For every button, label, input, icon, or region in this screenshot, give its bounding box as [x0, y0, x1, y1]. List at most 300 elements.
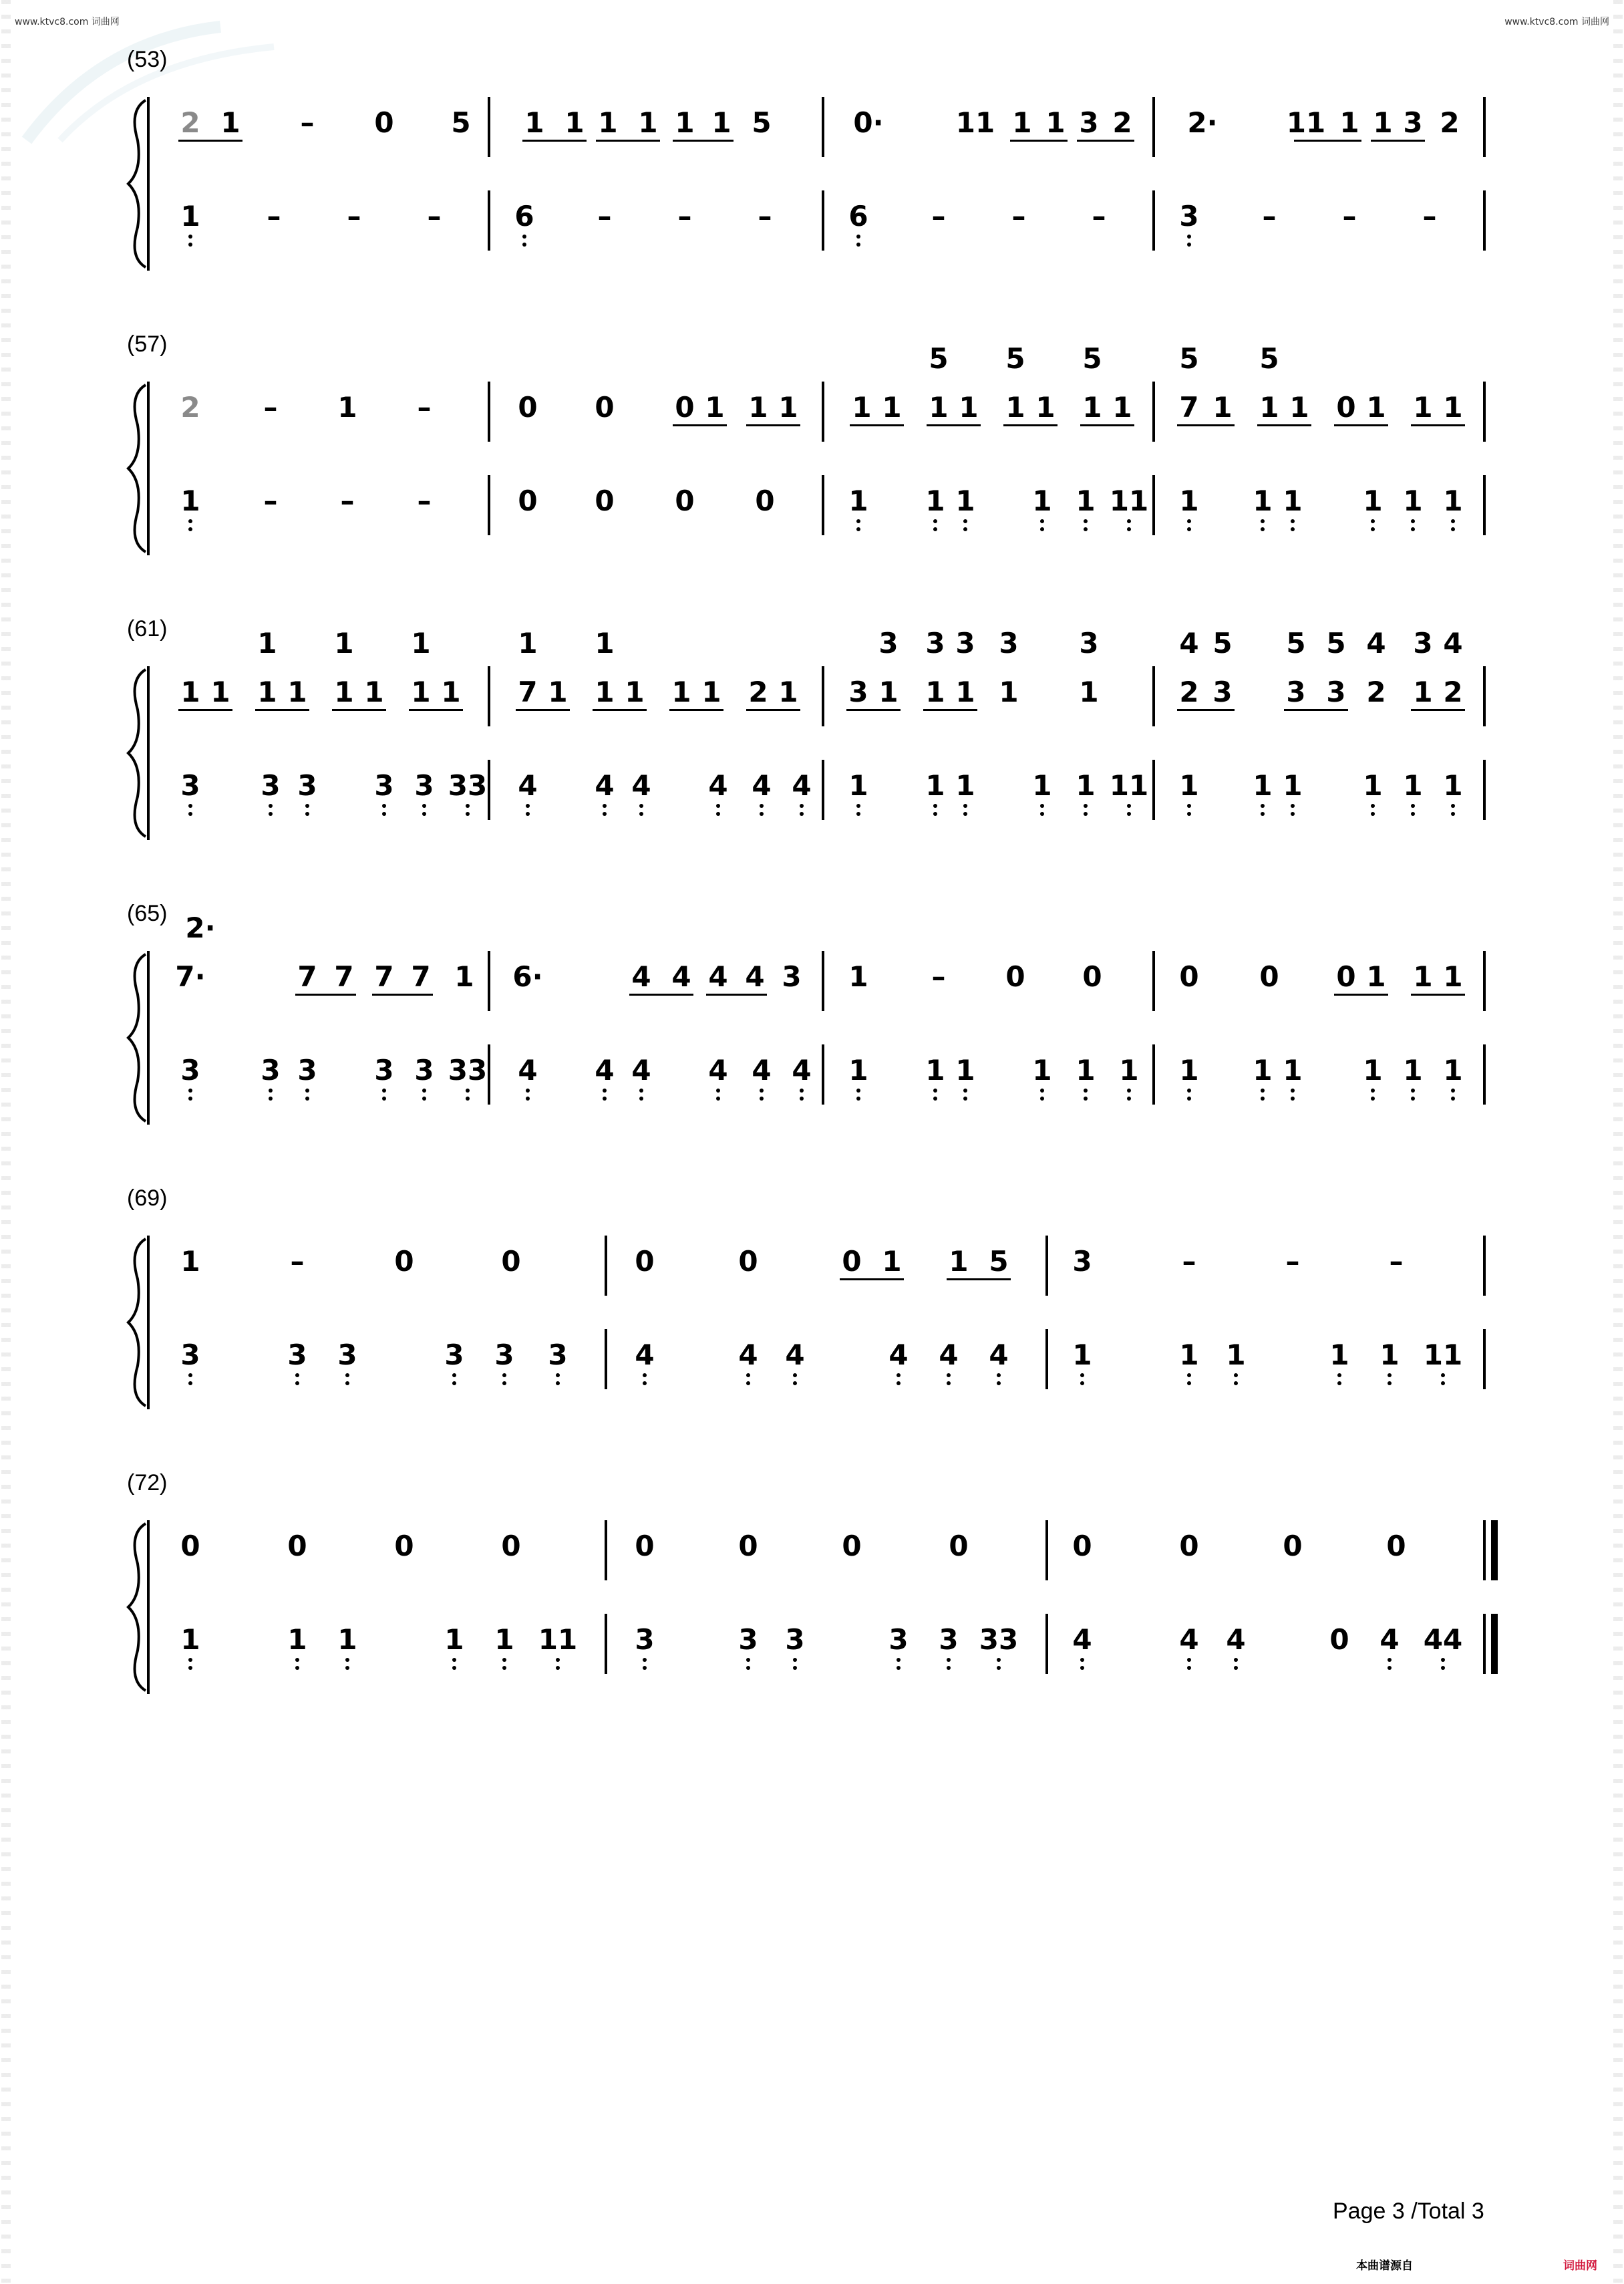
melody-note: 0 — [501, 1245, 521, 1278]
melody-note: 1 — [882, 391, 902, 424]
barline-lower — [822, 190, 824, 251]
melody-note: 1 — [1373, 106, 1393, 139]
octave-dot — [1441, 1373, 1445, 1377]
bass-note: 1 — [1403, 769, 1423, 802]
melody-note: 1 — [1443, 960, 1463, 993]
octave-dot — [800, 804, 804, 808]
barline-lower — [1045, 1614, 1048, 1674]
bass-note: 4 — [888, 1338, 909, 1371]
octave-dot — [1451, 1089, 1455, 1093]
octave-dot — [295, 1381, 299, 1385]
beam-line — [1257, 424, 1311, 426]
octave-dot — [793, 1373, 797, 1377]
measure-number: (65) — [127, 901, 168, 926]
octave-dot — [1261, 804, 1265, 808]
octave-dot — [933, 812, 937, 816]
bass-note: 3 — [337, 1338, 357, 1371]
bass-note: 1 — [287, 1623, 307, 1656]
bass-note: 1 — [1253, 484, 1273, 517]
beam-line — [1177, 424, 1235, 426]
bass-note: 3 — [444, 1338, 464, 1371]
octave-dot — [382, 804, 386, 808]
beam-line — [1334, 994, 1388, 996]
barline-upper — [1483, 951, 1486, 1011]
melody-note: 3 — [1403, 106, 1423, 139]
octave-dot — [1411, 519, 1415, 523]
octave-dot — [603, 804, 607, 808]
octave-dot — [1040, 812, 1044, 816]
melody-note: – — [290, 1245, 305, 1278]
bass-note: 33 — [979, 1623, 1019, 1656]
final-barline — [1491, 1520, 1498, 1580]
melody-note: 1 — [598, 106, 618, 139]
melody-note: 1 — [778, 391, 798, 424]
bass-note: – — [1092, 200, 1106, 233]
beam-line — [846, 709, 901, 711]
harmony-note: 5 — [1212, 627, 1233, 660]
bass-note: 1 — [1179, 1054, 1199, 1087]
bass-note: 6 — [514, 200, 534, 233]
bass-note: 4 — [635, 1338, 655, 1371]
site-logo: 词曲网 — [1563, 2259, 1597, 2273]
octave-dot — [947, 1373, 951, 1377]
bass-note: 4 — [792, 1054, 812, 1087]
measure-number: (61) — [127, 616, 168, 641]
melody-note: 3 — [1079, 106, 1099, 139]
melody-note: – — [300, 106, 315, 139]
octave-dot — [1411, 804, 1415, 808]
final-barline — [1491, 1614, 1498, 1674]
melody-note: 5 — [451, 106, 471, 139]
octave-dot — [1388, 1373, 1392, 1377]
octave-dot — [188, 1097, 192, 1101]
octave-dot — [800, 812, 804, 816]
bass-note: 1 — [1076, 1054, 1096, 1087]
octave-dot — [188, 1658, 192, 1662]
melody-note: 0 — [1179, 960, 1199, 993]
melody-note: 0 — [635, 1530, 655, 1562]
system-1 — [127, 47, 1496, 267]
octave-dot — [963, 527, 967, 531]
octave-dot — [933, 527, 937, 531]
barline-upper — [488, 666, 490, 726]
melody-note: 5 — [989, 1245, 1009, 1278]
melody-note: 1 — [1366, 960, 1386, 993]
octave-dot — [933, 804, 937, 808]
harmony-note: 5 — [929, 342, 949, 375]
bass-note: 1 — [1363, 1054, 1383, 1087]
bass-note: 3 — [297, 769, 317, 802]
octave-dot — [1388, 1658, 1392, 1662]
barline-upper — [1483, 1520, 1486, 1580]
octave-dot — [643, 1381, 647, 1385]
melody-note: 1 — [595, 676, 615, 708]
bass-note: 1 — [1443, 484, 1463, 517]
octave-dot — [452, 1666, 456, 1670]
melody-note: 7 — [374, 960, 394, 993]
melody-note: 1 — [1079, 676, 1099, 708]
bass-note: 4 — [518, 1054, 538, 1087]
melody-note: 1 — [1413, 391, 1433, 424]
system-3 — [127, 616, 1496, 837]
bass-note: 1 — [1283, 484, 1303, 517]
barline-lower — [605, 1329, 607, 1389]
octave-dot — [1187, 1373, 1191, 1377]
octave-dot — [760, 1089, 764, 1093]
melody-note: 1 — [180, 1245, 200, 1278]
harmony-note: 3 — [1413, 627, 1433, 660]
melody-note: 2 — [1440, 106, 1460, 139]
octave-dot — [1040, 527, 1044, 531]
melody-note: 0 — [1082, 960, 1102, 993]
octave-dot — [760, 1097, 764, 1101]
octave-dot — [466, 812, 470, 816]
octave-dot — [1040, 804, 1044, 808]
octave-dot — [856, 804, 860, 808]
beam-line — [669, 709, 723, 711]
melody-note: 7 — [518, 676, 538, 708]
octave-dot — [1261, 1097, 1265, 1101]
bass-note: 1 — [1253, 1054, 1273, 1087]
octave-dot — [947, 1381, 951, 1385]
octave-dot — [188, 812, 192, 816]
bass-note: 1 — [1226, 1338, 1246, 1371]
melody-note: 0 — [738, 1245, 758, 1278]
melody-note: 0 — [287, 1530, 307, 1562]
measure-number: (57) — [127, 331, 168, 357]
bass-note: 33 — [448, 1054, 488, 1087]
barline-upper — [1152, 382, 1155, 442]
octave-dot — [716, 1089, 720, 1093]
melody-note: 1 — [625, 676, 645, 708]
melody-note: 1 — [955, 676, 975, 708]
octave-dot — [947, 1666, 951, 1670]
octave-dot — [1187, 243, 1191, 247]
melody-note: 1 — [287, 676, 307, 708]
melody-note: 0 — [595, 391, 615, 424]
octave-dot — [1187, 1381, 1191, 1385]
bass-note: 3 — [374, 769, 394, 802]
right-margin-watermark — [1613, 0, 1623, 2284]
melody-note: 1 — [999, 676, 1019, 708]
left-margin-watermark — [1, 0, 11, 2284]
octave-dot — [1127, 812, 1131, 816]
melody-note: 0 — [1072, 1530, 1092, 1562]
beam-line — [332, 709, 386, 711]
bass-note: 1 — [1363, 484, 1383, 517]
melody-note: 1 — [778, 676, 798, 708]
octave-dot — [1411, 1089, 1415, 1093]
bass-note: 11 — [1423, 1338, 1463, 1371]
melody-note: 1 — [1082, 391, 1102, 424]
octave-dot — [1234, 1373, 1238, 1377]
melody-note: 0 — [738, 1530, 758, 1562]
melody-note: – — [1389, 1245, 1404, 1278]
bass-note: 1 — [1363, 769, 1383, 802]
octave-dot — [1127, 1089, 1131, 1093]
octave-dot — [305, 1089, 309, 1093]
octave-dot — [1080, 1666, 1084, 1670]
barline-lower — [1152, 760, 1155, 820]
beam-line — [1294, 140, 1361, 142]
bass-note: – — [1262, 200, 1277, 233]
octave-dot — [963, 812, 967, 816]
octave-dot — [1187, 1658, 1191, 1662]
bass-note: 3 — [261, 1054, 281, 1087]
brace-icon — [126, 97, 152, 271]
octave-dot — [556, 1381, 560, 1385]
bass-note: 4 — [1179, 1623, 1199, 1656]
beam-line — [178, 709, 232, 711]
octave-dot — [643, 1658, 647, 1662]
bass-note: – — [417, 484, 432, 517]
octave-dot — [382, 1089, 386, 1093]
octave-dot — [856, 527, 860, 531]
octave-dot — [1084, 804, 1088, 808]
octave-dot — [1411, 527, 1415, 531]
bass-note: 0 — [755, 484, 775, 517]
beam-line — [295, 994, 356, 996]
header-site-left: www.ktvc8.com 词曲网 — [15, 17, 120, 27]
bass-note: 3 — [414, 769, 434, 802]
bass-note: 1 — [180, 1623, 200, 1656]
beam-line — [850, 424, 904, 426]
brace-icon — [126, 951, 152, 1125]
barline-upper — [1152, 97, 1155, 157]
bass-note: 3 — [261, 769, 281, 802]
melody-note: 0 — [1386, 1530, 1406, 1562]
bass-note: 1 — [1179, 1338, 1199, 1371]
melody-note: 3 — [848, 676, 868, 708]
bass-note: 4 — [785, 1338, 805, 1371]
bass-note: 3 — [738, 1623, 758, 1656]
brace-icon — [126, 1520, 152, 1694]
octave-dot — [997, 1658, 1001, 1662]
measure-number: (72) — [127, 1470, 168, 1495]
octave-dot — [305, 804, 309, 808]
bass-note: 1 — [180, 484, 200, 517]
octave-dot — [1337, 1373, 1341, 1377]
octave-dot — [1371, 527, 1375, 531]
octave-dot — [716, 812, 720, 816]
bass-note: 4 — [631, 1054, 651, 1087]
bass-note: 4 — [1226, 1623, 1246, 1656]
bass-note: – — [267, 200, 281, 233]
octave-dot — [1234, 1381, 1238, 1385]
bass-note: 1 — [1032, 1054, 1052, 1087]
bass-note: 1 — [1329, 1338, 1349, 1371]
octave-dot — [643, 1373, 647, 1377]
bass-note: 4 — [631, 769, 651, 802]
melody-note: 2 — [180, 391, 200, 424]
barline-upper — [1152, 951, 1155, 1011]
octave-dot — [269, 812, 273, 816]
beam-line — [593, 709, 647, 711]
melody-note: 4 — [671, 960, 691, 993]
harmony-note: 1 — [518, 627, 538, 660]
octave-dot — [639, 804, 643, 808]
brace-icon — [126, 1236, 152, 1409]
bass-note: 1 — [494, 1623, 514, 1656]
bass-note: 3 — [635, 1623, 655, 1656]
bass-note: 1 — [1283, 769, 1303, 802]
bass-note: 1 — [1253, 769, 1273, 802]
octave-dot — [760, 812, 764, 816]
melody-note: 7· — [175, 960, 206, 993]
octave-dot — [1388, 1666, 1392, 1670]
melody-note: 1 — [1045, 106, 1066, 139]
bass-note: 4 — [792, 769, 812, 802]
bass-note: 33 — [448, 769, 488, 802]
harmony-note: 5 — [1286, 627, 1306, 660]
melody-note: 1 — [411, 676, 431, 708]
octave-dot — [556, 1658, 560, 1662]
octave-dot — [1187, 812, 1191, 816]
octave-dot — [466, 1089, 470, 1093]
melody-note: 4 — [745, 960, 765, 993]
octave-dot — [793, 1666, 797, 1670]
melody-note: 1 — [638, 106, 658, 139]
bass-note: 3 — [1179, 200, 1199, 233]
barline-upper — [1483, 97, 1486, 157]
barline-upper — [1483, 382, 1486, 442]
melody-note: 1 — [671, 676, 691, 708]
octave-dot — [856, 1097, 860, 1101]
melody-note: 3 — [1286, 676, 1306, 708]
barline-upper — [822, 97, 824, 157]
melody-note: 2 — [1443, 676, 1463, 708]
octave-dot — [345, 1381, 349, 1385]
octave-dot — [1084, 519, 1088, 523]
beam-line — [746, 709, 800, 711]
octave-dot — [933, 1097, 937, 1101]
beam-line — [1371, 140, 1425, 142]
octave-dot — [1084, 812, 1088, 816]
measure-number: (53) — [127, 47, 168, 72]
melody-note: 1 — [548, 676, 568, 708]
beam-line — [372, 994, 433, 996]
melody-note: 0 — [394, 1530, 414, 1562]
bass-note: – — [340, 484, 355, 517]
octave-dot — [466, 804, 470, 808]
octave-dot — [422, 1089, 426, 1093]
bass-note: 4 — [752, 1054, 772, 1087]
octave-dot — [856, 243, 860, 247]
melody-note: 2 — [748, 676, 768, 708]
octave-dot — [502, 1381, 506, 1385]
octave-dot — [526, 812, 530, 816]
octave-dot — [1371, 1097, 1375, 1101]
bass-note: 1 — [1179, 484, 1199, 517]
octave-dot — [1234, 1658, 1238, 1662]
melody-note: 0 — [1179, 1530, 1199, 1562]
octave-dot — [188, 235, 192, 239]
bass-note: 1 — [955, 769, 975, 802]
system-6 — [127, 1470, 1496, 1691]
octave-dot — [1084, 1097, 1088, 1101]
barline-upper — [605, 1520, 607, 1580]
octave-dot — [1388, 1381, 1392, 1385]
melody-note: 3 — [1072, 1245, 1092, 1278]
octave-dot — [526, 1089, 530, 1093]
octave-dot — [522, 243, 526, 247]
melody-note: 1 — [524, 106, 544, 139]
melody-note: 1 — [1366, 391, 1386, 424]
bass-note: 1 — [925, 1054, 945, 1087]
bass-note: – — [931, 200, 946, 233]
octave-dot — [603, 1097, 607, 1101]
melody-note: 1 — [711, 106, 732, 139]
octave-dot — [760, 804, 764, 808]
melody-note: 1 — [1212, 391, 1233, 424]
bass-note: 4 — [939, 1338, 959, 1371]
octave-dot — [1371, 812, 1375, 816]
melody-note: 1 — [675, 106, 695, 139]
beam-line — [1284, 709, 1348, 711]
bass-note: 3 — [939, 1623, 959, 1656]
bass-note: 4 — [595, 769, 615, 802]
header-site-right: www.ktvc8.com 词曲网 — [1504, 17, 1609, 27]
beam-line — [409, 709, 463, 711]
beam-line — [927, 424, 981, 426]
beam-line — [629, 994, 693, 996]
octave-dot — [295, 1658, 299, 1662]
octave-dot — [1187, 1097, 1191, 1101]
octave-dot — [1080, 1381, 1084, 1385]
octave-dot — [933, 519, 937, 523]
melody-note: 1 — [1259, 391, 1279, 424]
melody-note: 1 — [257, 676, 277, 708]
melody-note: 0 — [1005, 960, 1025, 993]
melody-note: 1 — [701, 676, 721, 708]
bass-note: 0 — [595, 484, 615, 517]
octave-dot — [1040, 1097, 1044, 1101]
barline-upper — [822, 382, 824, 442]
octave-dot — [345, 1658, 349, 1662]
barline-upper — [1483, 1236, 1486, 1296]
octave-dot — [1451, 812, 1455, 816]
harmony-note: 1 — [595, 627, 615, 660]
octave-dot — [269, 1089, 273, 1093]
melody-note: 7 — [411, 960, 431, 993]
bass-note: 1 — [1179, 769, 1199, 802]
bass-note: 3 — [785, 1623, 805, 1656]
bass-note: 1 — [925, 484, 945, 517]
page-number: Page 3 /Total 3 — [1333, 2198, 1484, 2224]
bass-note: 1 — [1443, 1054, 1463, 1087]
beam-line — [923, 709, 977, 711]
barline-lower — [822, 760, 824, 820]
octave-dot — [1291, 804, 1295, 808]
octave-dot — [1441, 1666, 1445, 1670]
bass-note: 3 — [297, 1054, 317, 1087]
harmony-note: 2· — [185, 911, 216, 944]
beam-line — [522, 140, 587, 142]
melody-note: 1 — [748, 391, 768, 424]
octave-dot — [422, 812, 426, 816]
barline-lower — [822, 1044, 824, 1105]
octave-dot — [305, 812, 309, 816]
bass-note: 1 — [1403, 1054, 1423, 1087]
melody-note: 7 — [297, 960, 317, 993]
octave-dot — [188, 1089, 192, 1093]
octave-dot — [603, 1089, 607, 1093]
octave-dot — [452, 1658, 456, 1662]
octave-dot — [188, 1666, 192, 1670]
bass-note: – — [1342, 200, 1357, 233]
beam-line — [840, 1278, 904, 1280]
beam-line — [596, 140, 660, 142]
